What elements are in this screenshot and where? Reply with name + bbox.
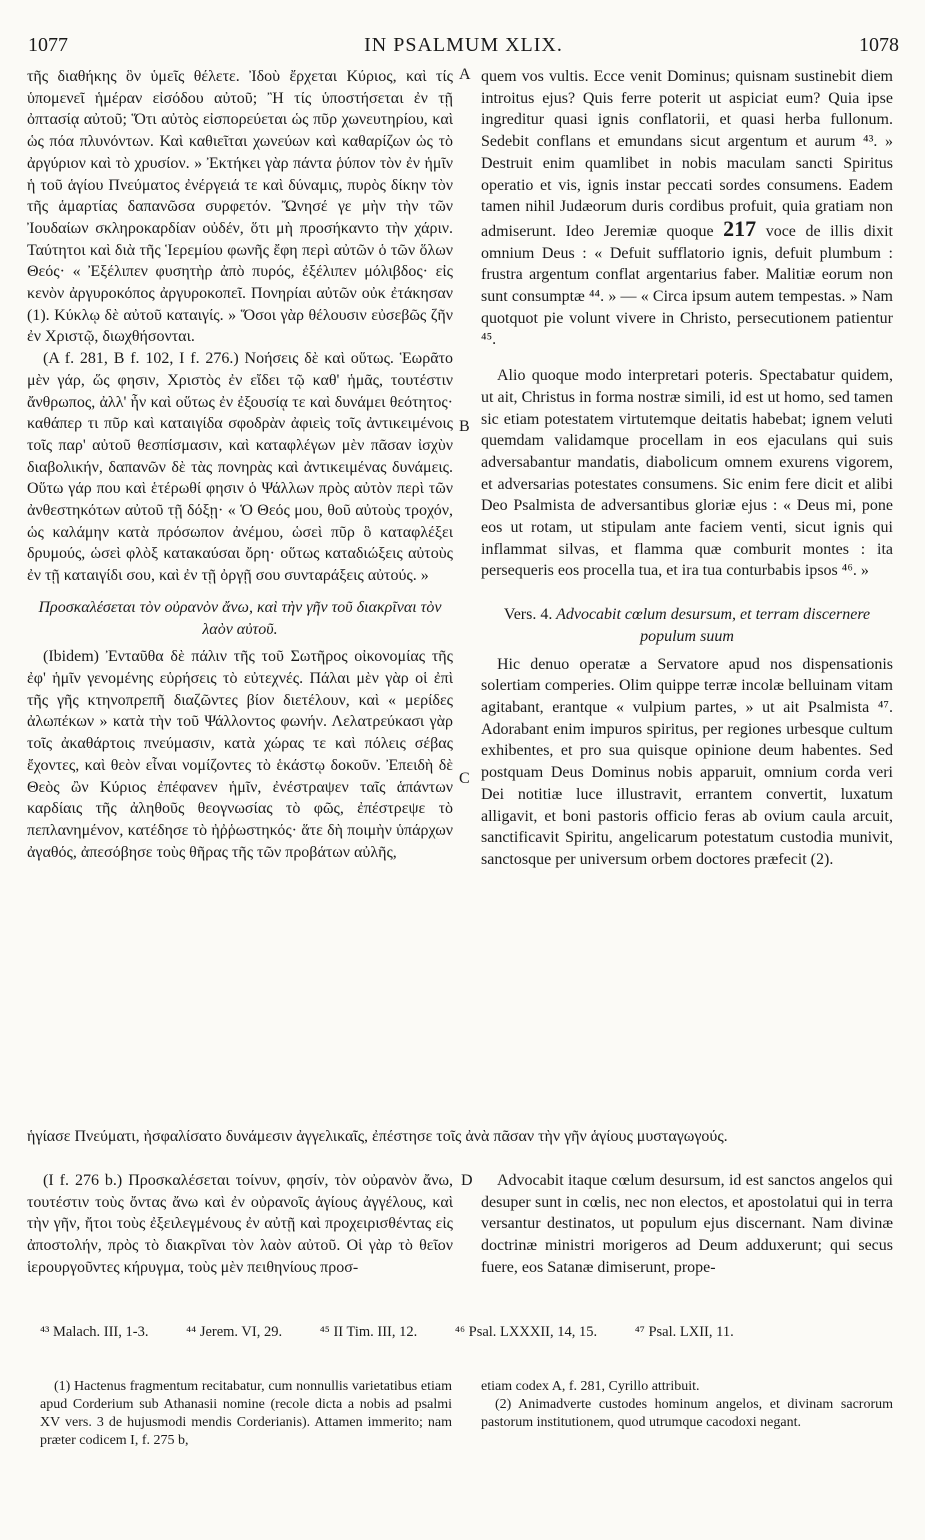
note-1: (1) Hactenus fragmentum recitabatur, cum nonnullis varietatibus etiam apud Corderium sub Athanasii nomine (recole dicta a nobis ad psalmi XV vers. 3 de hujusmodi mendis Corderianis). Attamen immerito; nam præter codicem I, f. 275 b, [40, 1379, 452, 1448]
latin-verse-heading-text: Advocabit cœlum desursum, et terram discernere populum suum [556, 606, 871, 645]
notes-left [40, 1378, 452, 1450]
spacer [27, 587, 453, 597]
right-page-number: 1078 [859, 34, 899, 56]
note-1-continued: etiam codex A, f. 281, Cyrillo attribuit. [481, 1379, 700, 1394]
latin-paragraph-1b: voce de illis dixit omnium Deus : « Defuit sufflatorio ignis, defuit plumbum : frustra argentum conflat argentarius faber. Malitiæ eorum non sunt consumptæ ⁴⁴. » — « Circa ipsum autem tempestas. » Nam quotquot pie volunt vivere in Christo, persecutionem patientur ⁴⁵. [481, 222, 893, 349]
latin-paragraph-1 [481, 66, 893, 351]
notes-right [481, 1378, 893, 1432]
footnote-references [40, 1324, 890, 1341]
margin-marker-c: C [459, 770, 470, 787]
spacer [481, 582, 893, 604]
latin-paragraph-4: Advocabit itaque cœlum desursum, id est sanctos angelos qui desuper sunt in cœlis, nec non electos, et apostolatui qui in terra versantur destinatos, ut populum ejus discernant. Nam divinæ doctrinæ ministri morigeros ad Deum adduxerunt; qui secus fuere, eos Satanæ dimiserunt, prope- [481, 1172, 893, 1276]
margin-marker-a: A [459, 66, 471, 83]
margin-marker-d: D [461, 1172, 473, 1189]
footnote-ref-46: ⁴⁶ Psal. LXXXII, 14, 15. [454, 1324, 598, 1340]
greek-column [27, 66, 453, 863]
source-ref: (I f. 276 b.) [43, 1172, 123, 1189]
column-number: 217 [723, 215, 757, 241]
latin-verse-heading [481, 604, 893, 647]
greek-paragraph-4 [27, 1170, 453, 1279]
page-header [28, 34, 899, 58]
spanning-line: ἡγίασε Πνεύματι, ἠσφαλίσατο δυνάμεσιν ἀγγελικαῖς, ἐπέστησε τοῖς ἀνὰ πᾶσαν τὴν γῆν ἁγίους μυσταγωγούς. [27, 1128, 728, 1145]
latin-column-lower [481, 1170, 893, 1279]
greek-paragraph-4-text: Προσκαλέσεται τοίνυν, φησίν, τὸν οὐρανὸν ἄνω, τουτέστιν τοὺς ὄντας ἄνω καὶ ἐν οὐρανοῖς ἁγίους ἀγγέλους, καὶ τὴν γῆν, ἤτοι τοὺς ἐξειλεγμένους ἐν αὐτῇ καὶ προχειρισθέντας εἰς ἀποστολήν, πρὸς τὸ διακρῖναι τὸν λαὸν αὐτοῦ. Οἱ γὰρ τὸ θεῖον ἱερουργοῦντες κήρυγμα, τοὺς μὲν πειθηνίους προσ- [27, 1172, 453, 1276]
latin-column [481, 66, 893, 871]
greek-paragraph-3-text: Ἐνταῦθα δὲ πάλιν τῆς τοῦ Σωτῆρος οἰκονομίας τῆς ἐφ' ἡμῖν γενομένης εὑρήσεις τὸ εὐτεχνές. Πάλαι μὲν γὰρ οἱ ἐπὶ τῆς γῆς κτηνοπρεπῆ διαζῶντες βίον διετέλουν, καὶ « μερίδες ἀλωπέκων » κατὰ τὴν τοῦ Ψάλλοντος φωνήν. Λελατρεύκασι γὰρ τοῖς ἀκαθάρτοις πνεύμασιν, κατὰ χώρας τε καὶ πόλεις σέβας ἔχοντες, καὶ θεὸν εἶναι νομίζοντες τὸ ἑκάστῳ δοκοῦν. Ἐπειδὴ δὲ Θεὸς ὢν Κύριος ἐπέφανεν ἡμῖν, ἐνέστραψεν ταῖς ἁπάντων καρδίαις τῆς ἀληθοῦς θεογνωσίας τὸ φῶς, ἐπέστρεψε τὸ πεπλανημένον, κατέδησε τὸ ἠῤῥωστηκός· ἅτε δὴ ποιμὴν ὑπάρχων ἀγαθός, ἀπεσόβησε τοὺς θῆρας τῆς τῶν προβάτων αὐλῆς, [27, 648, 453, 861]
footnote-ref-43: ⁴³ Malach. III, 1-3. [40, 1324, 149, 1340]
footnote-ref-44: ⁴⁴ Jerem. VI, 29. [186, 1324, 283, 1340]
source-ref: (Ibidem) [43, 648, 99, 666]
greek-verse-heading: Προσκαλέσεται τὸν οὐρανὸν ἄνω, καὶ τὴν γῆν τοῦ διακρῖναι τὸν λαὸν αὐτοῦ. [38, 598, 442, 638]
latin-paragraph-2: Alio quoque modo interpretari poteris. Spectabatur quidem, ut ait, Christus in forma nostræ simili, id est ut homo, sed tamen sic etiam potestatem virtutemque deitatis habebat; ignem veluti quemdam validamque procellam in eos ejaculans qui suis adversabantur mandatis, diabolicum omnem exurens vigorem, et adversarias potestates consumens. Sic enim fere dicit et alibi Deo Psalmista de adversantibus gloriæ ejus : « Deus mi, pone eos ut rotam, ut stipulam ante faciem venti, sicut ignis qui inflammat silvas, et flamma quæ comburit montes : ita persequeris eos procella tua, et ira tua conturbabis ipsos ⁴⁶. » [481, 367, 893, 580]
margin-marker-b: B [459, 418, 470, 435]
greek-paragraph-2-text: Νοήσεις δὲ καὶ οὕτως. Ἑωρᾶτο μὲν γάρ, ὥς φησιν, Χριστὸς ἐν εἴδει τῷ καθ' ἡμᾶς, τουτέστιν ἄνθρωπος, ἀλλ' ἦν καὶ οὕτως ἐν ἐξουσίᾳ τε καὶ δυνάμει θεότητος· καθάπερ τι πῦρ καὶ καταιγίδα σφοδρὰν ἀφιεὶς τοῖς ἀντικειμένοις τοῖς παρ' αὐτοῦ θεσπίσμασιν, καὶ καταφλέγων μὲν πᾶσαν ἰσχὺν διαβολικήν, δαπανῶν δὲ τὰς πονηρὰς καὶ ἀντικειμένας δυνάμεις. Οὕτω γάρ που καὶ ἑτέρωθί φησιν ὁ Ψάλλων πρὸς αὐτὸν περὶ τῶν ἀνθεστηκότων αὐτοῦ τῇ δόξῃ· « Ὁ Θεός μου, θοῦ αὐτοὺς τροχόν, ὡς καλάμην κατὰ πρόσωπον ἀνέμου, ὡσεὶ πῦρ ὃ καταφλέξει δρυμούς, ὡσεὶ φλὸξ κατακαύσαι ὄρη· οὕτως καταδιώξεις αὐτοὺς ἐν τῇ καταιγίδι σου, καὶ ἐν τῇ ὀργῇ σου συνταράξεις αὐτούς. » [27, 350, 454, 585]
spacer [481, 351, 893, 365]
running-title: IN PSALMUM XLIX. [364, 34, 563, 56]
greek-column-lower [27, 1170, 453, 1279]
latin-paragraph-3: Hic denuo operatæ a Servatore apud nos dispensationis solertiam comperies. Olim quippe terræ incolæ belluinam vitam agitabant, erantque « vulpium partes, » ut ait Psalmista ⁴⁷. Adorabant enim impuros spiritus, per regiones urbesque cultum exhibentes, et pro sua quisque opinione deum habentes. Sed postquam Deus Dominus nobis apparuit, omnium corda veri Dei notitiæ luce illustravit, errantem convertit, luxatum alligavit, et boni pastoris officio feras ab ovium caula arcuit, sanctificavit Spiritu, angelicarum potestatum custodia munivit, sanctosque per universum orbem doctores præfecit (2). [481, 655, 893, 868]
note-2: (2) Animadverte custodes hominum angelos, et divinam sacrorum pastorum institutionem, quod utrumque cacodoxi negant. [481, 1397, 893, 1430]
verse-number: Vers. 4. [503, 606, 553, 624]
source-ref: (A f. 281, B f. 102, I f. 276.) [43, 350, 239, 368]
greek-paragraph-3 [27, 646, 453, 863]
footnote-ref-45: ⁴⁵ II Tim. III, 12. [319, 1324, 418, 1340]
left-page-number: 1077 [28, 34, 68, 56]
greek-paragraph-2 [27, 348, 453, 587]
footnote-ref-47: ⁴⁷ Psal. LXII, 11. [634, 1324, 734, 1340]
latin-paragraph-1a: quem vos vultis. Ecce venit Dominus; quisnam sustinebit diem introitus ejus? Quis ferre poterit ut aspiciat eum? Quia ipse ingreditur quasi ignis conflatorii, et quasi herba fullonum. Sedebit conflans et emundans sicut argentum et aurum ⁴³. » Destruit enim quamlibet in nobis maculam sancti Spiritus operatio et vis, ignis instar peccati sordes consumens. Eadem tamen nihil Judæorum duris cordibus profuit, quia gratiam non admiserunt. Ideo Jeremiæ quoque [481, 68, 893, 240]
greek-paragraph-1: τῆς διαθήκης ὃν ὑμεῖς θέλετε. Ἰδοὺ ἔρχεται Κύριος, καὶ τίς ὑπομενεῖ ἡμέραν εἰσόδου αὐτοῦ; Ἢ τίς ὑποστήσεται ἐν τῇ ὀπτασίᾳ αὐτοῦ; Ὅτι αὐτὸς εἰσπορεύεται ὡς πῦρ χωνευτηρίου, καὶ ὡς πόα πλυνόντων. Καὶ καθιεῖται χωνεύων καὶ καθαρίζων ὡς τὸ ἀργύριον καὶ τὸ χρυσίον. » Ἐκτήκει γὰρ πάντα ῥύπον τὸν ἐν ἡμῖν ἡ τοῦ ἁγίου Πνεύματος ἐνέργειά τε καὶ δύναμις, πυρὸς δίκην τὸν τῆς ἁμαρτίας δαπανῶσα συρφετόν. Ὤνησέ γε μὴν τὴν τῶν Ἰουδαίων σκληροκαρδίαν οὐδέν, ὅτι μὴ προσήκαντο τὴν χάριν. Ταύτητοι καὶ διὰ τῆς Ἱερεμίου φωνῆς ἔφη περὶ αὐτῶν ὁ τῶν ὅλων Θεός· « Ἐξέλιπεν φυσητὴρ ἀπὸ πυρός, ἐξέλιπεν μόλιβδος· εἰς κενὸν ἀργυροκόπος ἀργυροκοπεῖ. Πονηρίαι αὐτῶν οὐκ ἐτάκησαν (1). Κύκλῳ δὲ αὐτοῦ καταιγίς. » Ὅσοι γὰρ θέλουσιν εὐσεβῶς ζῆν ἐν Χριστῷ, διωχθήσονται. [27, 68, 453, 346]
